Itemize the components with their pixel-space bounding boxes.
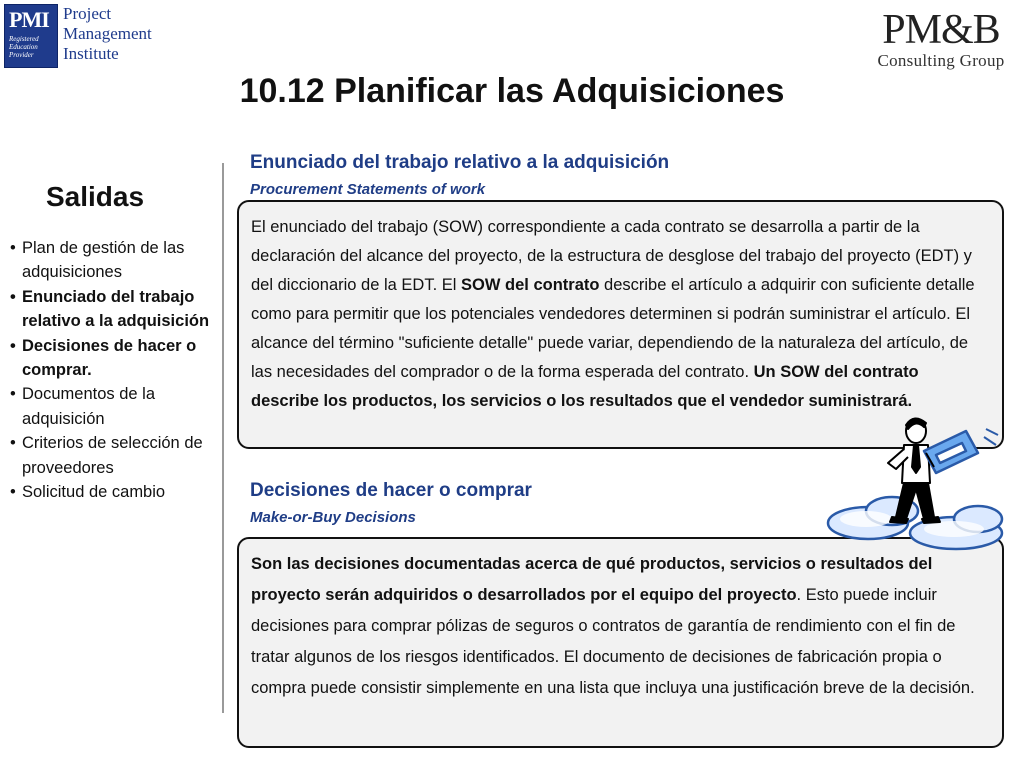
sow-description: El enunciado del trabajo (SOW) correspondiente a cada contrato se desarrolla a partir de la declaración del alcance del proyecto, de la estructura de desglose del trabajo del proyecto (EDT) y del diccionario de la EDT. El SOW del contrato describe el artículo a adquirir con suficiente detalle como para permitir que los potenciales vendedores determinen si podrán suministrar el artículo. El alcance del término "suficiente detalle" puede variar, dependiendo de la naturaleza del artículo, de las necesidades del comprador o de la forma esperada del contrato. Un SOW del contrato describe los productos, los servicios o los resultados que el vendedor suministrará. — [251, 218, 975, 410]
section-subtitle-make-or-buy: Make-or-Buy Decisions — [250, 509, 416, 526]
vertical-divider — [222, 163, 224, 713]
pmi-wordmark: Project Management Institute — [63, 4, 152, 63]
pmi-logo — [4, 4, 150, 66]
list-item: • Decisiones de hacer o comprar. — [8, 334, 213, 383]
make-or-buy-box — [237, 537, 1004, 748]
section-title-make-or-buy: Decisiones de hacer o comprar — [250, 480, 532, 501]
pmb-logo-main: PM&B — [882, 7, 1000, 53]
businessman-on-clouds-icon — [826, 405, 1006, 555]
section-subtitle-sow: Procurement Statements of work — [250, 181, 486, 198]
outputs-list — [8, 236, 213, 504]
outputs-heading: Salidas — [46, 181, 145, 212]
pmi-mark: PMI — [9, 7, 49, 32]
pmb-logo — [866, 8, 1016, 74]
list-item: • Criterios de selección de proveedores — [8, 431, 213, 480]
list-item: • Enunciado del trabajo relativo a la adquisición — [8, 285, 213, 334]
list-item: • Documentos de la adquisición — [8, 382, 213, 431]
section-title-sow: Enunciado del trabajo relativo a la adquisición — [250, 152, 670, 173]
page-title: 10.12 Planificar las Adquisiciones — [239, 72, 785, 110]
make-or-buy-description: Son las decisiones documentadas acerca de qué productos, servicios o resultados del proyecto serán adquiridos o desarrollados por el equipo del proyecto. Esto puede incluir decisiones para comprar pólizas de seguros o contratos de garantía de rendimiento con el fin de tratar algunos de los riesgos identificados. El documento de decisiones de fabricación propia o compra puede consistir simplemente en una lista que incluya una justificación breve de la decisión. — [251, 555, 975, 697]
pmi-seal-text: Registered Education Provider — [9, 35, 39, 59]
pmi-seal — [4, 4, 58, 68]
list-item: • Plan de gestión de las adquisiciones — [8, 236, 213, 285]
pmb-logo-sub: Consulting Group — [877, 51, 1005, 70]
list-item: • Solicitud de cambio — [8, 480, 213, 504]
